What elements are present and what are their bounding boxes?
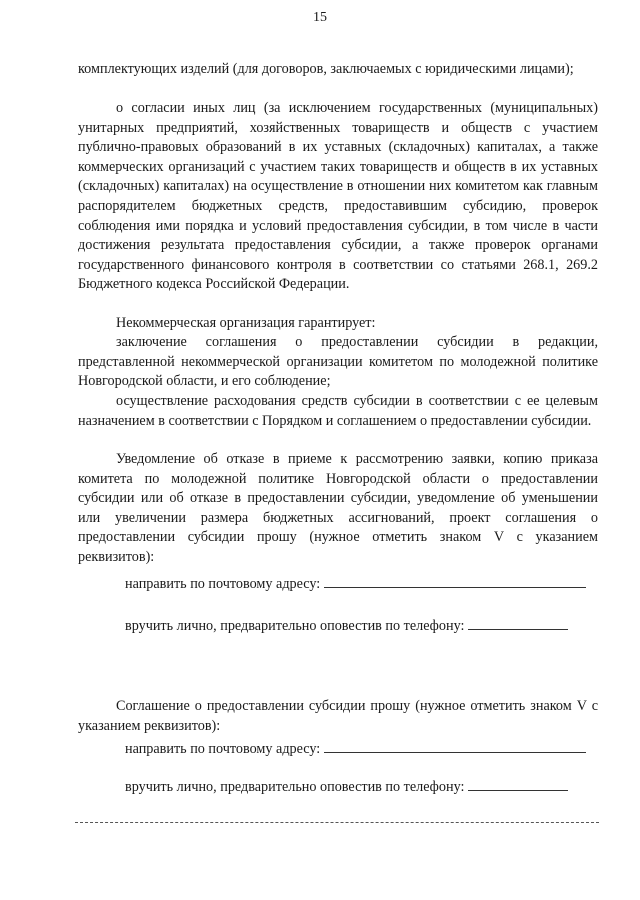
option-personal-label: вручить лично, предварительно оповестив по телефону:: [125, 618, 465, 634]
paragraph-expenditure: осуществление расходования средств субсидии в соответствии с ее целевым назначением в соответствии с Порядком и соглашением о предоставлении субсидии.: [78, 393, 598, 429]
paragraph-agreement-conclusion: заключение соглашения о предоставлении субсидии в редакции, представленной некоммерческой организации комитетом по молодежной политике Новгородской области, и его соблюдение;: [78, 334, 598, 390]
paragraph-guarantees-heading: Некоммерческая организация гарантирует:: [116, 315, 376, 331]
option-mail-label: направить по почтовому адресу:: [125, 741, 321, 757]
paragraph-agreement-request: Соглашение о предоставлении субсидии прошу (нужное отметить знаком V с указанием реквизитов):: [78, 698, 598, 734]
paragraph-consent: о согласии иных лиц (за исключением государственных (муниципальных) унитарных предприятий, хозяйственных товариществ и обществ с участием публично-правовых образований в их уставных (складочных) капиталах, а также коммерческих организаций с участием таких товариществ и обществ в их уставных (складочных) капиталах) на осуществление в отношении них комитетом как главным распорядителем бюджетных средств, предоставившим субсидию, проверок соблюдения ими порядка и условий предоставления субсидии, в том числе в части достижения результата предоставления субсидии, а также проверок органами государственного финансового контроля в соответствии со статьями 268.1, 269.2 Бюджетного кодекса Российской Федерации.: [78, 100, 598, 293]
separator-line: [75, 822, 599, 823]
option-mail-1: [125, 574, 597, 594]
option-personal-2: [125, 777, 597, 797]
paragraph-notification: Уведомление об отказе в приеме к рассмотрению заявки, копию приказа комитета по молодежной политике Новгородской области о предоставлении субсидии или об отказе в предоставлении субсидии, уведомление об уменьшении или увеличении размера бюджетных ассигнований, проект соглашения о предоставлении субсидии прошу (нужное отметить знаком V с указанием реквизитов):: [78, 451, 598, 565]
mail-address-field[interactable]: [324, 574, 586, 588]
option-personal-label: вручить лично, предварительно оповестив по телефону:: [125, 779, 465, 795]
option-mail-label: направить по почтовому адресу:: [125, 576, 321, 592]
option-mail-2: [125, 739, 597, 759]
phone-field[interactable]: [468, 777, 568, 791]
page-number: 15: [313, 10, 327, 25]
phone-field[interactable]: [468, 616, 568, 630]
paragraph-components: комплектующих изделий (для договоров, заключаемых с юридическими лицами);: [78, 61, 574, 77]
option-personal-1: [125, 616, 597, 636]
mail-address-field[interactable]: [324, 739, 586, 753]
